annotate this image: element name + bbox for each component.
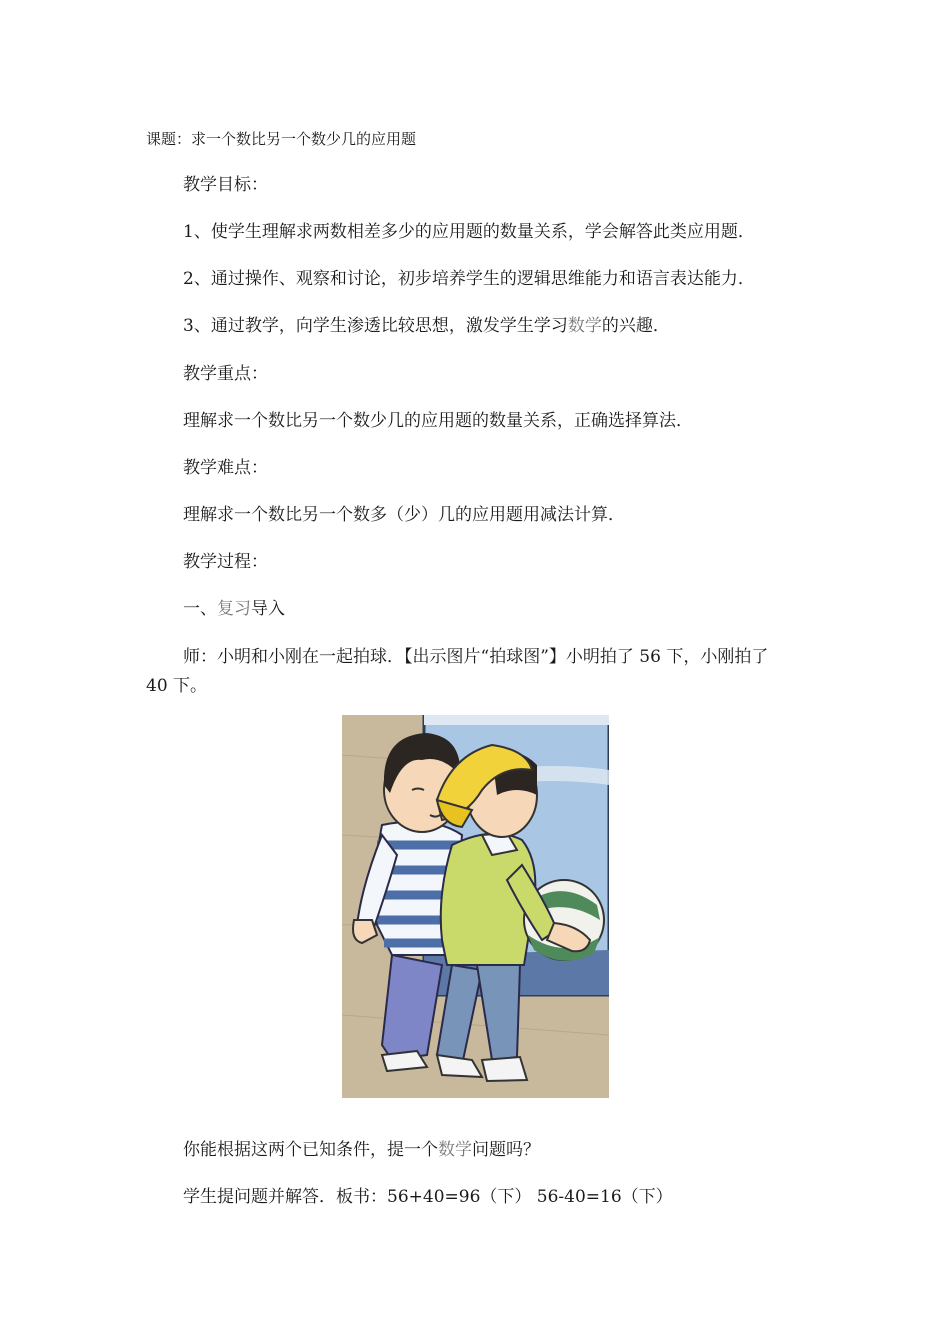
teacher-paragraph: 师：小明和小刚在一起拍球．【出示图片“拍球图”】小明拍了 56 下，小刚拍了 40 下。 <box>146 647 769 696</box>
goal-3-text-c: 的兴趣． <box>601 316 670 336</box>
goal-2: 2、通过操作、观察和讨论，初步培养学生的逻辑思维能力和语言表达能力． <box>183 269 755 289</box>
answer-line: 学生提问题并解答．板书：56+40=96（下） 56-40=16（下） <box>183 1187 673 1207</box>
key-points-text: 理解求一个数比另一个数少几的应用题的数量关系，正确选择算法． <box>183 411 693 431</box>
key-points-heading: 教学重点： <box>183 364 268 384</box>
math-link[interactable]: 数学 <box>567 316 602 336</box>
math-link-2[interactable]: 数学 <box>438 1140 472 1160</box>
question-text-a: 你能根据这两个已知条件，提一个 <box>183 1140 438 1160</box>
question-line <box>183 1138 540 1162</box>
process-heading: 教学过程： <box>183 552 268 572</box>
section-1-rest: 导入 <box>251 599 285 619</box>
question-text-c: 问题吗？ <box>472 1140 540 1160</box>
goals-heading: 教学目标： <box>183 175 268 195</box>
ball-bouncing-picture <box>342 715 609 1098</box>
goal-3 <box>183 314 670 338</box>
ball-bouncing-illustration <box>342 715 609 1098</box>
section-1-number: 一、 <box>183 599 217 619</box>
lesson-title: 课题：求一个数比另一个数少几的应用题 <box>146 130 417 148</box>
difficulty-heading: 教学难点： <box>183 458 268 478</box>
goal-3-text-a: 3、通过教学，向学生渗透比较思想，激发学生学习 <box>183 316 568 336</box>
difficulty-text: 理解求一个数比另一个数多（少）几的应用题用减法计算． <box>183 505 625 525</box>
section-1-heading <box>183 597 285 621</box>
review-link[interactable]: 复习 <box>217 599 251 619</box>
goal-1: 1、使学生理解求两数相差多少的应用题的数量关系，学会解答此类应用题． <box>183 222 755 242</box>
